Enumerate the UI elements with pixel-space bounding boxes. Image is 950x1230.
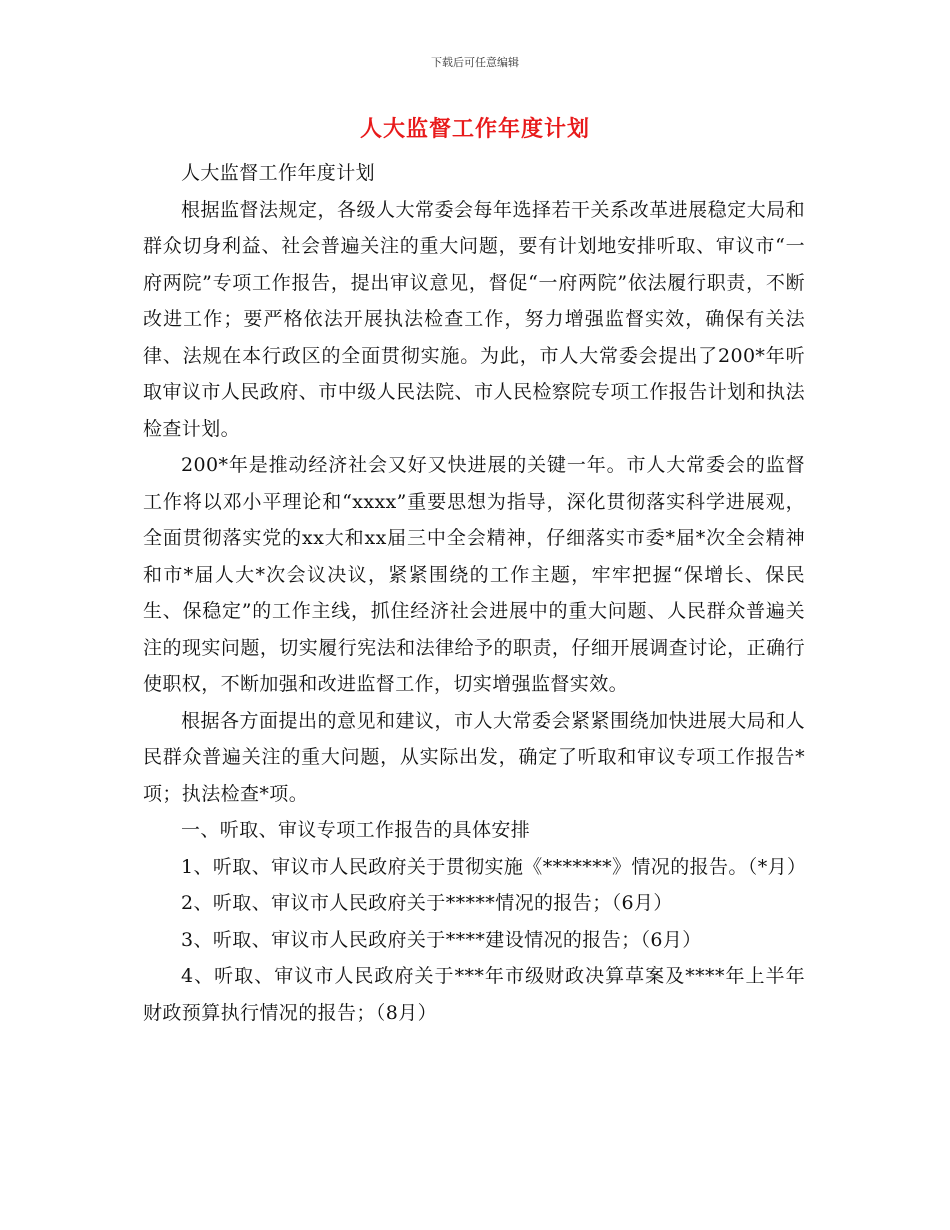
- list-item: 2、听取、审议市人民政府关于*****情况的报告；（6月）: [181, 892, 673, 914]
- section-heading: 一、听取、审议专项工作报告的具体安排: [181, 819, 531, 841]
- paragraph-guidance: 200*年是推动经济社会又好又快进展的关键一年。市人大常委会的监督工作将以邓小平理论和“xxxx”重要思想为指导，深化贯彻落实科学进展观，全面贯彻落实党的xx大和xx届三中全会精神，仔细落实市委*届*次全会精神和市*届人大*次会议决议，紧紧围绕的工作主题，牢牢把握“保增长、保民生、保稳定”的工作主线，抓住经济社会进展中的重大问题、人民群众普遍关注的现实问题，切实履行宪法和法律给予的职责，仔细开展调查讨论，正确行使职权，不断加强和改进监督工作，切实增强监督实效。: [143, 454, 805, 695]
- document-title: 人大监督工作年度计划: [359, 117, 590, 142]
- paragraph-subtitle: 人大监督工作年度计划: [181, 162, 376, 184]
- list-item: 4、听取、审议市人民政府关于***年市级财政决算草案及****年上半年财政预算执行情况的报告；（8月）: [143, 965, 805, 1024]
- document-body: [143, 155, 805, 1031]
- paragraph-items-summary: 根据各方面提出的意见和建议，市人大常委会紧紧围绕加快进展大局和人民群众普遍关注的重大问题，从实际出发，确定了听取和审议专项工作报告*项；执法检查*项。: [143, 709, 805, 805]
- header-note: 下载后可任意编辑: [431, 56, 519, 69]
- list-item: 1、听取、审议市人民政府关于贯彻实施《*******》情况的报告。（*月）: [181, 855, 807, 878]
- list-item: 3、听取、审议市人民政府关于****建设情况的报告；（6月）: [181, 928, 702, 951]
- paragraph-intro: 根据监督法规定，各级人大常委会每年选择若干关系改革进展稳定大局和群众切身利益、社会普遍关注的重大问题，要有计划地安排听取、审议市“一府两院”专项工作报告，提出审议意见，督促“一府两院”依法履行职责，不断改进工作；要严格依法开展执法检查工作，努力增强监督实效，确保有关法律、法规在本行政区的全面贯彻实施。为此，市人大常委会提出了200*年听取审议市人民政府、市中级人民法院、市人民检察院专项工作报告计划和执法检查计划。: [143, 198, 805, 440]
